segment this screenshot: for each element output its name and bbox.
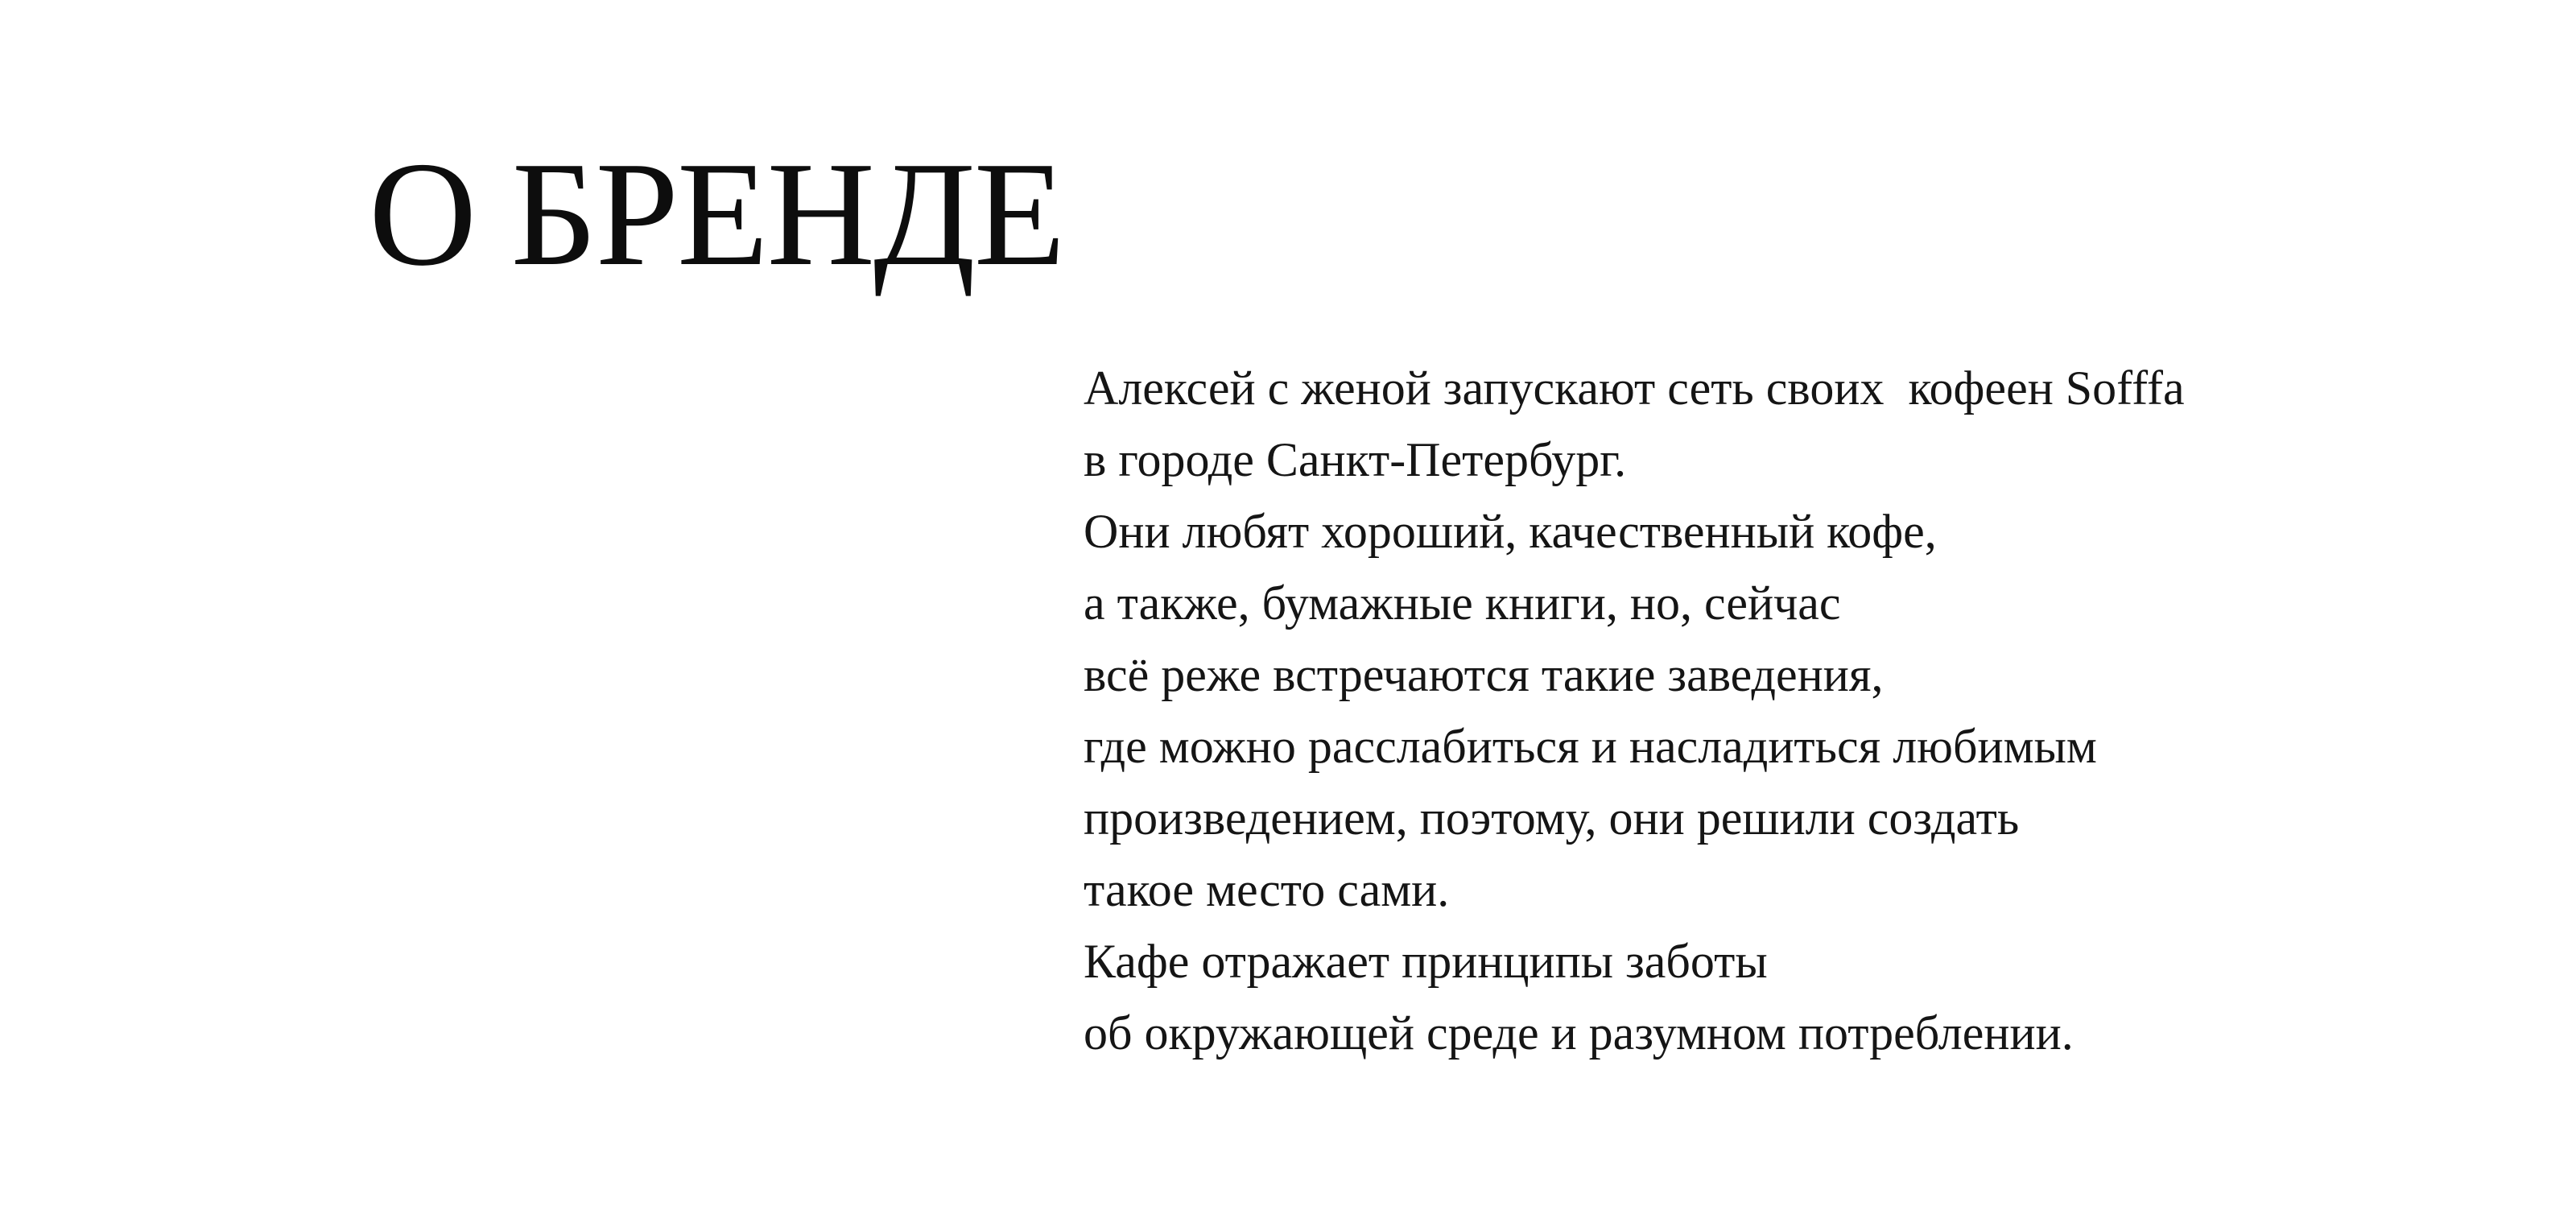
about-line: в городе Санкт-Петербург. bbox=[1084, 433, 1627, 486]
about-text bbox=[1084, 353, 2533, 1069]
about-line: Кафе отражает принципы заботы bbox=[1084, 935, 1768, 988]
about-line: где можно расслабиться и насладиться любимым bbox=[1084, 720, 2097, 773]
page-title: О БРЕНДЕ bbox=[369, 131, 1064, 297]
about-line: всё реже встречаются такие заведения, bbox=[1084, 648, 1884, 701]
about-line: Алексей с женой запускают сеть своих кофеен Sofffa bbox=[1084, 361, 2185, 415]
about-line: такое место сами. bbox=[1084, 863, 1450, 916]
about-line: а также, бумажные книги, но, сейчас bbox=[1084, 576, 1841, 630]
about-line: об окружающей среде и разумном потреблении. bbox=[1084, 1006, 2074, 1060]
about-line: Они любят хороший, качественный кофе, bbox=[1084, 505, 1937, 558]
about-line: произведением, поэтому, они решили создать bbox=[1084, 791, 2020, 845]
